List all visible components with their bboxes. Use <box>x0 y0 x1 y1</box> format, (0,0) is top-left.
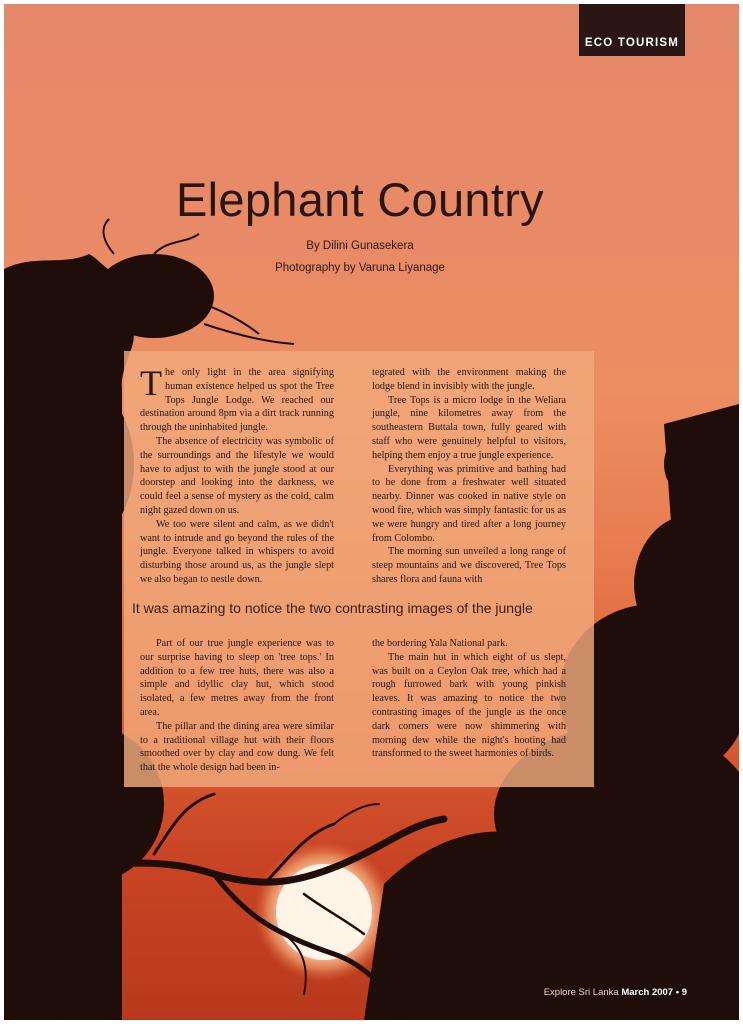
page-number: 9 <box>681 987 687 998</box>
article-column-1 <box>140 363 334 587</box>
author-byline: By Dilini Gunasekera <box>306 240 414 252</box>
magazine-name: Explore Sri Lanka <box>543 987 619 998</box>
article-paragraph: Part of our true jungle experience was to our surprise having to sleep on 'tree tops.' In addition to a few tree huts, there was also a simple and idyllic clay hut, which stood isolated, a few metres away from the front area. <box>140 638 334 718</box>
magazine-page <box>4 4 739 1020</box>
article-paragraph: Everything was primitive and bathing had to be done from a freshwater well situated nearby. Dinner was cooked in native style on wood fire, which was simply fantastic for us as we were hungry and tired after a long journey from Colombo. <box>372 463 566 544</box>
page-footer <box>544 987 687 998</box>
article-paragraph: The absence of electricity was symbolic of the surroundings and the lifestyle we would have to adjust to with the jungle stood at our doorstep and looking into the darkness, we could feel a sense of mystery as the cold, calm night gazed down on us. <box>140 435 334 516</box>
issue-date: March 2007 <box>621 987 674 998</box>
drop-cap: T <box>140 363 162 403</box>
article-column-4 <box>372 637 566 761</box>
article-column-3 <box>140 637 334 775</box>
article-paragraph: tegrated with the environment making the lodge blend in invisibly with the jungle. <box>372 367 566 392</box>
pull-quote: It was amazing to notice the two contrasting images of the jungle <box>132 600 533 616</box>
article-paragraph: The morning sun unveiled a long range of steep mountains and we discovered, Tree Tops shares flora and fauna with <box>372 546 566 585</box>
article-title: Elephant Country <box>176 173 544 226</box>
article-column-2 <box>372 366 566 587</box>
article-paragraph: The pillar and the dining area were similar to a traditional village hut with their floors smoothed over by clay and cow dung. We felt that the whole design had been in- <box>140 720 334 774</box>
article-paragraph: The main hut in which eight of us slept, was built on a Ceylon Oak tree, which had a rough furrowed bark with young pinkish leaves. It was amazing to notice the two contrasting images of the jungle as the once dark corners were now shimmering with morning dew while the night's hooting had transformed to the sweet harmonies of birds. <box>372 651 566 760</box>
article-paragraph: Tree Tops is a micro lodge in the Weliara jungle, nine kilometres away from the southeastern Buttala town, fully geared with staff who were genuinely helpful to visitors, helping them enjoy a true jungle experience. <box>372 394 566 461</box>
article-paragraph: the bordering Yala National park. <box>372 638 508 649</box>
photo-credit: Photography by Varuna Liyanage <box>275 262 445 274</box>
article-text-panel <box>124 351 594 787</box>
article-paragraph: We too were silent and calm, as we didn't want to intrude and go beyond the rules of the jungle. Everyone talked in whispers to avoid disturbing those around us, as the jungle slept we also began to nestle down. <box>140 518 334 585</box>
article-paragraph: The only light in the area signifying human existence helped us spot the Tree Tops Jungle Lodge. We reached our destination around 8pm via a dirt track running through the uninhabited jungle. <box>140 363 334 434</box>
footer-separator: • <box>675 987 680 998</box>
section-tag: ECO TOURISM <box>579 4 685 56</box>
